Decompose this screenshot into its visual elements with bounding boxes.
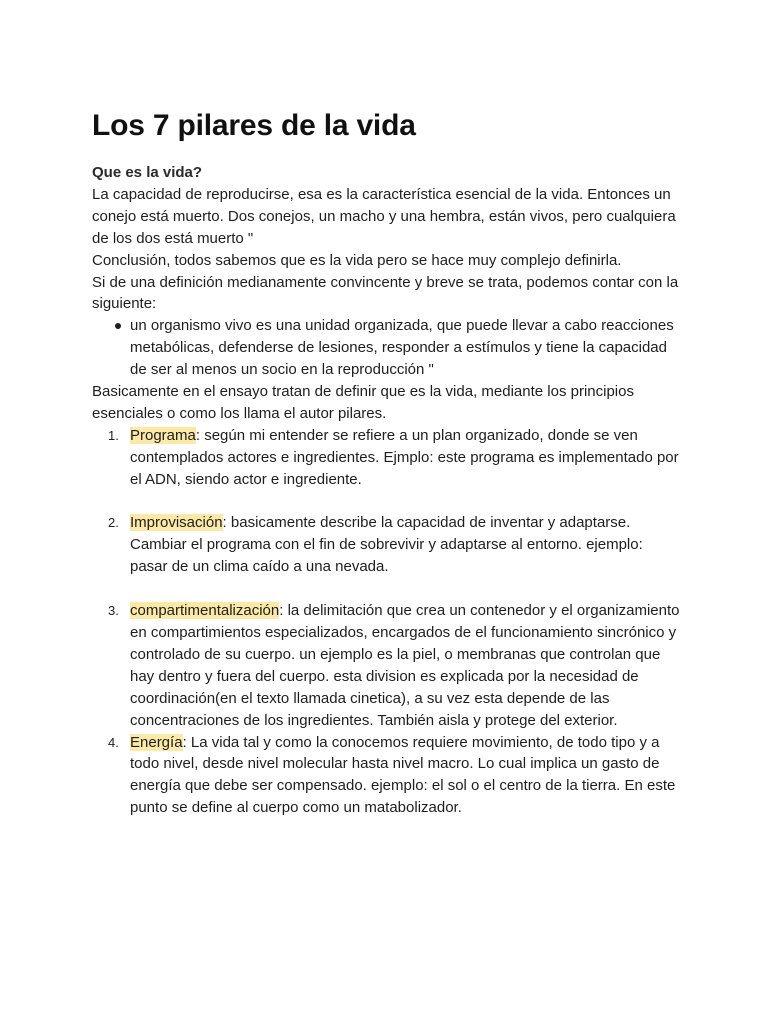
pillar-item-energia [92,732,682,820]
pillar-number: 2. [108,515,119,531]
section-subtitle: Que es la vida? [92,164,203,181]
pillar-term-highlight: Energía [130,733,183,751]
pillar-item-programa [92,425,682,491]
pillar-term-highlight: Programa [130,426,196,444]
summary-paragraph: Basicamente en el ensayo tratan de definir que es la vida, mediante los principios esenciales o como los llama el autor pilares. [92,383,634,422]
document-body [92,162,682,819]
intro-paragraph-2: Conclusión, todos sabemos que es la vida pero se hace muy complejo definirla. [92,251,622,269]
pillar-item-improvisacion [92,512,682,578]
pillar-number: 4. [108,734,119,750]
intro-paragraph-3: Si de una definición medianamente convincente y breve se trata, podemos contar con la siguiente: [92,273,679,313]
pillar-term-highlight: Improvisación [130,514,223,532]
list-spacer [92,578,682,600]
pillars-list [92,425,682,819]
bullet-item: un organismo vivo es una unidad organizada, que puede llevar a cabo reacciones metabólicas, defenderse de lesiones, responder a estímulos y tiene la capacidad de ser al menos un socio en la reproducción " [130,315,682,381]
intro-paragraph-1: La capacidad de reproducirse, esa es la característica esencial de la vida. Entonces un conejo está muerto. Dos conejos, un macho y una hembra, están vivos, pero cualquiera de los dos está muerto " [92,185,676,247]
pillar-term-highlight: compartimentalización [130,602,280,620]
pillar-description: : la delimitación que crea un contenedor y el organizamiento en compartimientos especializados, encargados de el funcionamiento sincrónico y controlado de su cuerpo. un ejemplo es la piel, o membranas que controlan que hay dentro y fuera del cuerpo. esta division es explicada por la necesidad de coordinación(en el texto llamada cinetica), a su vez esta depende de las concentraciones de los ingredientes. También aisla y protege del exterior. [130,602,680,729]
pillar-description: : basicamente describe la capacidad de inventar y adaptarse. Cambiar el programa con el fin de sobrevivir y adaptarse al entorno. ejemplo: pasar de un clima caído a una nevada. [130,514,643,576]
pillar-number: 1. [108,427,119,443]
pillar-number: 3. [108,603,119,619]
list-spacer [92,491,682,513]
document-title: Los 7 pilares de la vida [92,109,416,142]
pillar-item-compartimentalizacion [92,600,682,731]
pillar-description: : según mi entender se refiere a un plan organizado, donde se ven contemplados actores e ingredientes. Ejmplo: este programa es implementado por el ADN, siendo actor e ingrediente. [130,426,679,488]
bullet-list [92,315,682,381]
pillar-description: : La vida tal y como la conocemos requiere movimiento, de todo tipo y a todo nivel, desde nivel molecular hasta nivel macro. Lo cual implica un gasto de energía que debe ser compensado. ejemplo: el sol o el centro de la tierra. En este punto se define al cuerpo como un matabolizador. [130,733,676,817]
